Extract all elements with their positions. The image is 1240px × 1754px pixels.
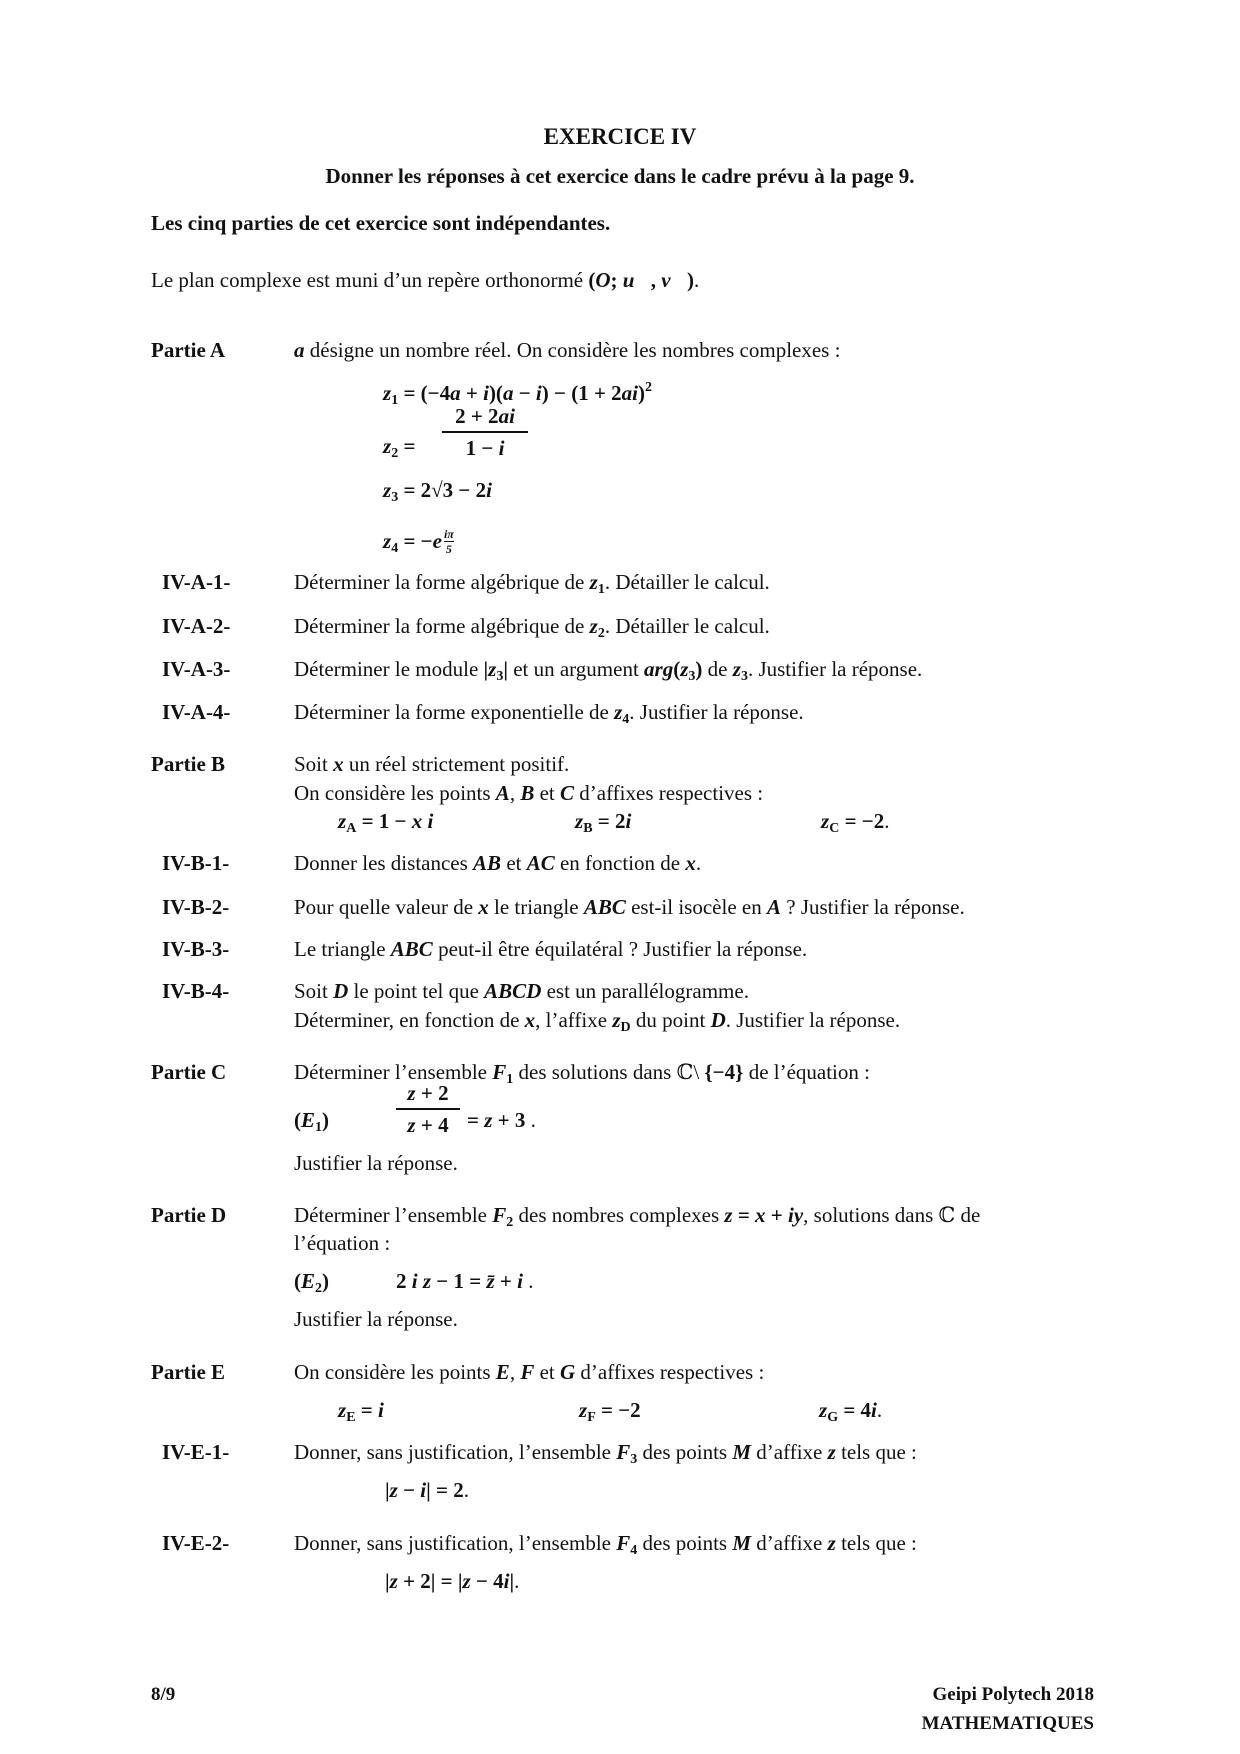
- math-segment: ): [322, 1269, 330, 1293]
- math-segment: (: [294, 1108, 301, 1132]
- math-segment: z: [680, 657, 689, 681]
- math-segment: z: [821, 809, 830, 833]
- text-segment: Donner les distances: [294, 851, 474, 875]
- math-segment: |: [503, 657, 508, 681]
- part-d-label: Partie D: [151, 1203, 227, 1227]
- math-segment: |: [385, 1478, 390, 1502]
- e1-numerator: [407, 1081, 448, 1105]
- z2-denominator: [466, 436, 505, 460]
- zb-definition: [575, 809, 631, 841]
- text-segment: Déterminer la forme exponentielle de: [294, 700, 615, 724]
- e1-denominator: [407, 1113, 448, 1137]
- math-segment: iy: [788, 1203, 804, 1227]
- text-segment: .: [876, 1398, 883, 1422]
- question-label: IV-B-3-: [162, 937, 230, 961]
- part-b-label: Partie B: [151, 752, 226, 776]
- math-segment: i: [420, 1478, 427, 1502]
- math-segment: 2: [506, 1215, 514, 1230]
- math-segment: |: [483, 657, 489, 681]
- math-segment: |: [509, 1569, 515, 1593]
- text-segment: Déterminer le module: [294, 657, 484, 681]
- e1-fraction: [396, 1081, 460, 1137]
- text-segment: d’affixes respectives :: [575, 1360, 765, 1384]
- math-segment: 2 + 2: [455, 404, 499, 428]
- text-segment: .: [522, 1269, 534, 1293]
- text-segment: en fonction de: [554, 851, 686, 875]
- math-segment: i: [517, 1269, 523, 1293]
- fraction-bar: [442, 431, 528, 433]
- math-segment: x: [524, 1008, 536, 1032]
- part-d-line2: l’équation :: [294, 1231, 391, 1255]
- math-segment: a: [502, 381, 514, 405]
- e2-label: [294, 1269, 329, 1301]
- math-segment: i: [535, 381, 542, 405]
- question-label: IV-A-1-: [162, 570, 231, 594]
- exponent-denominator: 5: [445, 542, 452, 556]
- math-segment: z̄: [486, 1269, 495, 1293]
- text-segment: le point tel que: [348, 979, 485, 1003]
- math-segment: z: [589, 570, 598, 594]
- math-segment: G: [559, 1360, 576, 1384]
- e1-rhs: [467, 1108, 536, 1132]
- text-segment: et: [534, 781, 560, 805]
- question-text: [294, 570, 770, 602]
- math-segment: 1: [506, 1072, 514, 1087]
- math-segment: F: [587, 1410, 596, 1425]
- math-segment: = (−4: [398, 381, 451, 405]
- instruction: Donner les réponses à cet exercice dans le cadre prévu à la page 9.: [325, 164, 915, 188]
- math-segment: z: [488, 657, 497, 681]
- math-segment: 1 −: [465, 435, 499, 460]
- math-segment: ai: [498, 404, 515, 428]
- part-b-line2: [294, 781, 763, 805]
- math-segment: a: [294, 338, 305, 362]
- part-c-line1: [294, 1060, 870, 1092]
- math-segment: 4: [391, 541, 399, 556]
- math-segment: i: [486, 478, 492, 502]
- math-segment: G: [827, 1410, 839, 1425]
- math-segment: {−4}: [704, 1060, 744, 1084]
- math-segment: z: [383, 529, 392, 553]
- text-segment: des nombres complexes: [513, 1203, 725, 1227]
- independence-note: Les cinq parties de cet exercice sont indépendantes.: [151, 211, 611, 235]
- part-e-label: Partie E: [151, 1360, 226, 1384]
- math-segment: z: [579, 1398, 588, 1422]
- text-segment: ,: [509, 781, 521, 805]
- math-segment: |: [385, 1569, 390, 1593]
- question-label: IV-B-4-: [162, 979, 230, 1003]
- text-segment: le triangle: [488, 895, 584, 919]
- math-segment: z: [827, 1440, 836, 1464]
- math-segment: z: [724, 1203, 733, 1227]
- exponent-numerator: iπ: [443, 527, 454, 541]
- math-segment: +: [494, 1269, 518, 1293]
- math-segment: = −: [398, 529, 433, 553]
- math-segment: i: [498, 435, 505, 460]
- math-segment: x: [478, 895, 489, 919]
- e1-label: [294, 1108, 329, 1140]
- part-c-label: Partie C: [151, 1060, 227, 1084]
- math-segment: = −2: [839, 809, 885, 833]
- math-segment: 3: [496, 669, 504, 684]
- z4-exponent: [444, 528, 454, 555]
- text-segment: ,: [509, 1360, 521, 1384]
- zf-definition: [579, 1398, 641, 1430]
- math-segment: ): [322, 1108, 330, 1132]
- math-segment: z: [819, 1398, 828, 1422]
- math-segment: −: [513, 381, 536, 405]
- text-segment: , solutions dans ℂ de: [803, 1203, 981, 1227]
- text-segment: .: [525, 1108, 536, 1132]
- text-segment: des points: [637, 1531, 733, 1555]
- math-segment: 2: [597, 626, 605, 641]
- math-segment: 1: [597, 582, 605, 597]
- math-segment: A: [346, 821, 357, 836]
- math-segment: 4: [622, 712, 630, 727]
- math-segment: AB: [473, 851, 502, 875]
- question-text: [294, 614, 770, 646]
- text-segment: On considère les points: [294, 1360, 496, 1384]
- math-segment: i: [503, 1569, 510, 1593]
- text-segment: tels que :: [835, 1440, 917, 1464]
- text-segment: Donner, sans justification, l’ensemble: [294, 1531, 617, 1555]
- text-segment: Le plan complexe est muni d’un repère orthonormé: [151, 268, 589, 292]
- math-segment: =: [732, 1203, 756, 1227]
- ze-definition: [338, 1398, 384, 1430]
- math-segment: + 2: [415, 1081, 449, 1105]
- e2-equation: [396, 1269, 533, 1293]
- text-segment: . Justifier la réponse.: [629, 700, 804, 724]
- math-segment: C: [559, 781, 574, 805]
- math-segment: ABCD: [484, 979, 542, 1003]
- math-segment: u⃗: [622, 268, 651, 292]
- text-segment: tels que :: [835, 1531, 917, 1555]
- math-segment: +: [765, 1203, 789, 1227]
- text-segment: Déterminer la forme algébrique de: [294, 570, 590, 594]
- math-segment: B: [520, 781, 535, 805]
- math-segment: = −2: [595, 1398, 641, 1422]
- math-segment: ABC: [390, 937, 433, 961]
- math-segment: i: [871, 1398, 877, 1422]
- math-segment: z: [614, 700, 623, 724]
- math-segment: z: [407, 1081, 416, 1105]
- math-segment: ;: [610, 268, 623, 292]
- exercise-title: EXERCICE IV: [543, 124, 697, 149]
- math-segment: 3: [391, 490, 399, 505]
- math-segment: v⃗: [661, 268, 687, 292]
- text-segment: .: [695, 851, 702, 875]
- text-segment: des solutions dans ℂ\: [513, 1060, 705, 1084]
- math-segment: x: [685, 851, 696, 875]
- text-segment: . Détailler le calcul.: [604, 614, 770, 638]
- text-segment: ? Justifier la réponse.: [781, 895, 965, 919]
- question-text: [294, 895, 965, 919]
- math-segment: 4: [630, 1543, 638, 1558]
- math-segment: z: [389, 1478, 398, 1502]
- math-segment: a: [450, 381, 461, 405]
- math-segment: 2: [645, 380, 653, 395]
- math-segment: | = 2: [426, 1478, 464, 1502]
- z4-base: [383, 529, 442, 556]
- math-segment: (: [673, 657, 681, 681]
- math-segment: =: [398, 434, 416, 458]
- math-segment: D: [710, 1008, 726, 1032]
- math-segment: E: [301, 1108, 316, 1132]
- text-segment: de: [702, 657, 733, 681]
- part-d-justify: Justifier la réponse.: [294, 1307, 458, 1331]
- math-segment: z: [338, 1398, 347, 1422]
- math-segment: z: [462, 1569, 471, 1593]
- text-segment: Déterminer la forme algébrique de: [294, 614, 590, 638]
- math-segment: ABC: [583, 895, 626, 919]
- math-segment: i: [483, 381, 489, 405]
- math-segment: )(: [488, 381, 503, 405]
- math-segment: F: [520, 1360, 535, 1384]
- math-segment: M: [732, 1531, 752, 1555]
- z2-numerator: [455, 404, 515, 428]
- question-label: IV-A-3-: [162, 657, 231, 681]
- text-segment: Déterminer l’ensemble: [294, 1060, 493, 1084]
- question-text-line2: [294, 1008, 900, 1040]
- math-segment: = 2√3 − 2: [398, 478, 487, 502]
- math-segment: 2: [391, 446, 399, 461]
- text-segment: Donner, sans justification, l’ensemble: [294, 1440, 617, 1464]
- math-segment: + 3: [492, 1108, 526, 1132]
- math-segment: ): [695, 657, 703, 681]
- math-segment: D: [333, 979, 349, 1003]
- math-segment: O: [595, 268, 611, 292]
- question-label: IV-A-4-: [162, 700, 231, 724]
- text-segment: . Justifier la réponse.: [747, 657, 923, 681]
- math-segment: z: [383, 434, 392, 458]
- math-segment: 1: [391, 393, 399, 408]
- math-segment: 2: [315, 1281, 323, 1296]
- math-segment: =: [467, 1108, 485, 1132]
- text-segment: et: [534, 1360, 560, 1384]
- part-a-intro: [294, 338, 840, 362]
- math-segment: 1: [315, 1120, 323, 1135]
- text-segment: désigne un nombre réel. On considère les nombres complexes :: [304, 338, 841, 362]
- text-segment: Déterminer l’ensemble: [294, 1203, 493, 1227]
- math-segment: E: [495, 1360, 510, 1384]
- text-segment: .: [884, 809, 890, 833]
- text-segment: Pour quelle valeur de: [294, 895, 479, 919]
- math-segment: 2: [396, 1269, 412, 1293]
- question-text: [294, 700, 804, 732]
- math-segment: D: [620, 1020, 631, 1035]
- math-segment: 3: [630, 1452, 638, 1467]
- text-segment: de l’équation :: [743, 1060, 870, 1084]
- math-segment: z: [338, 809, 347, 833]
- math-segment: e: [432, 529, 442, 553]
- math-segment: A: [766, 895, 781, 919]
- text-segment: peut-il être équilatéral ? Justifier la réponse.: [432, 937, 808, 961]
- text-segment: et: [501, 851, 527, 875]
- math-segment: z: [484, 1108, 493, 1132]
- question-label: IV-B-2-: [162, 895, 230, 919]
- footer-subject: MATHEMATIQUES: [921, 1713, 1094, 1734]
- math-segment: C: [829, 821, 840, 836]
- math-segment: x i: [411, 809, 434, 833]
- math-segment: ): [686, 268, 694, 292]
- question-label: IV-A-2-: [162, 614, 231, 638]
- text-segment: .: [514, 1569, 520, 1593]
- math-segment: z: [589, 614, 598, 638]
- zc-definition: [821, 809, 890, 841]
- math-segment: x: [333, 752, 344, 776]
- fraction-bar: [396, 1108, 460, 1110]
- math-segment: + 4: [415, 1112, 449, 1137]
- intro-line: [151, 268, 699, 292]
- math-segment: F: [492, 1060, 507, 1084]
- text-segment: d’affixes respectives :: [574, 781, 764, 805]
- question-text: [294, 1531, 917, 1563]
- math-segment: i: [378, 1398, 384, 1422]
- part-d-line1: [294, 1203, 980, 1235]
- math-segment: z: [383, 478, 392, 502]
- math-segment: z: [389, 1569, 398, 1593]
- text-segment: d’affixe: [751, 1440, 828, 1464]
- math-segment: (: [588, 268, 596, 292]
- math-segment: z: [407, 1112, 416, 1137]
- text-segment: est un parallélogramme.: [541, 979, 749, 1003]
- math-segment: AC: [526, 851, 555, 875]
- text-segment: est-il isocèle en: [625, 895, 767, 919]
- math-segment: =: [355, 1398, 378, 1422]
- question-text: [294, 657, 922, 689]
- part-a-label: Partie A: [151, 338, 226, 362]
- math-segment: ai: [621, 381, 639, 405]
- question-text: [294, 1440, 917, 1472]
- math-segment: +: [460, 381, 484, 405]
- math-segment: z: [732, 657, 741, 681]
- math-segment: ,: [650, 268, 662, 292]
- text-segment: , l’affixe: [535, 1008, 613, 1032]
- math-segment: E: [346, 1410, 356, 1425]
- math-segment: i z: [411, 1269, 432, 1293]
- math-segment: z: [383, 381, 392, 405]
- text-segment: du point: [630, 1008, 711, 1032]
- math-segment: z: [827, 1531, 836, 1555]
- math-segment: x: [755, 1203, 766, 1227]
- page-number: 8/9: [151, 1684, 176, 1705]
- text-segment: Soit: [294, 752, 334, 776]
- math-segment: = 4: [838, 1398, 872, 1422]
- math-segment: E: [301, 1269, 316, 1293]
- text-segment: des points: [637, 1440, 733, 1464]
- math-segment: arg: [644, 657, 674, 681]
- math-segment: −: [397, 1478, 421, 1502]
- text-segment: On considère les points: [294, 781, 496, 805]
- zg-definition: [819, 1398, 882, 1430]
- text-segment: .: [463, 1478, 469, 1502]
- z2-lhs: [383, 434, 415, 466]
- math-segment: ): [638, 381, 646, 405]
- text-segment: .: [693, 268, 700, 292]
- math-segment: A: [495, 781, 510, 805]
- text-segment: un réel strictement positif.: [343, 752, 570, 776]
- z3-definition: [383, 478, 492, 510]
- text-segment: et un argument: [507, 657, 645, 681]
- math-segment: − 4: [470, 1569, 504, 1593]
- question-formula: [385, 1569, 519, 1593]
- math-segment: F: [616, 1531, 631, 1555]
- math-segment: = 2: [592, 809, 626, 833]
- math-segment: + 2| = |: [397, 1569, 463, 1593]
- math-segment: − 1 =: [431, 1269, 487, 1293]
- math-segment: B: [583, 821, 593, 836]
- text-segment: Soit: [294, 979, 334, 1003]
- question-text: [294, 851, 701, 875]
- part-b-line1: [294, 752, 569, 776]
- part-e-line1: [294, 1360, 764, 1384]
- text-segment: . Détailler le calcul.: [604, 570, 770, 594]
- za-definition: [338, 809, 433, 841]
- text-segment: Déterminer, en fonction de: [294, 1008, 525, 1032]
- math-segment: 3: [688, 669, 696, 684]
- question-text: [294, 979, 749, 1003]
- math-segment: = 1 −: [356, 809, 412, 833]
- z4-definition: [383, 528, 454, 561]
- text-segment: . Justifier la réponse.: [725, 1008, 901, 1032]
- question-label: IV-E-2-: [162, 1531, 230, 1555]
- question-label: IV-B-1-: [162, 851, 230, 875]
- question-formula: [385, 1478, 469, 1502]
- math-segment: F: [492, 1203, 507, 1227]
- math-segment: ) − (1 + 2: [541, 381, 622, 405]
- math-segment: (: [294, 1269, 301, 1293]
- text-segment: Le triangle: [294, 937, 391, 961]
- math-segment: F: [616, 1440, 631, 1464]
- math-segment: i: [625, 809, 632, 833]
- footer-exam: Geipi Polytech 2018: [932, 1684, 1094, 1705]
- question-label: IV-E-1-: [162, 1440, 230, 1464]
- math-segment: z: [612, 1008, 621, 1032]
- question-text: [294, 937, 807, 961]
- math-segment: 3: [740, 669, 748, 684]
- part-c-justify: Justifier la réponse.: [294, 1151, 458, 1175]
- text-segment: d’affixe: [751, 1531, 828, 1555]
- z2-fraction: [442, 404, 528, 460]
- math-segment: z: [575, 809, 584, 833]
- math-segment: M: [732, 1440, 752, 1464]
